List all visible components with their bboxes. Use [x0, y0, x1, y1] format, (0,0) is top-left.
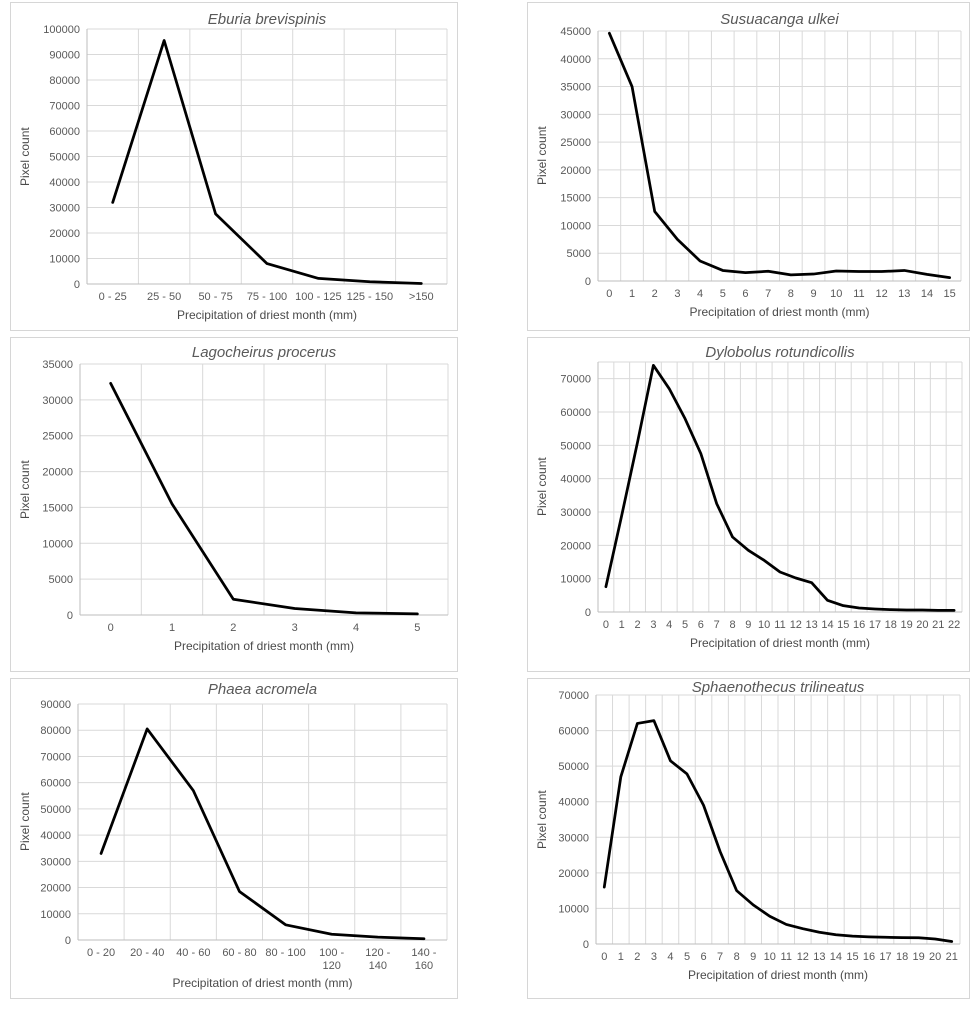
x-tick-label: 15 — [846, 951, 859, 963]
y-tick-label: 50000 — [558, 761, 589, 774]
y-tick-label: 30000 — [42, 394, 73, 407]
chart-title: Susuacanga ulkei — [720, 11, 839, 28]
y-tick-label: 10000 — [40, 908, 71, 921]
y-tick-label: 40000 — [40, 830, 71, 843]
x-tick-label: 9 — [745, 619, 752, 631]
x-tick-label: 0 — [606, 288, 613, 300]
y-tick-label: 50000 — [40, 803, 71, 816]
y-axis-title: Pixel count — [18, 792, 32, 852]
x-tick-label: 5 — [719, 288, 726, 300]
x-tick-label: 50 - 75 — [198, 291, 233, 303]
y-tick-label: 10000 — [42, 538, 73, 551]
line-chart-plot — [11, 338, 457, 671]
x-tick-label: 7 — [713, 619, 720, 631]
y-tick-label: 0 — [582, 939, 589, 951]
x-tick-label: 100 - 125 — [295, 291, 342, 303]
x-tick-label: 4 — [666, 619, 673, 631]
chart-panel-sphaenothecus-trilineatus — [527, 678, 970, 999]
x-axis-title: Precipitation of driest month (mm) — [176, 308, 358, 322]
x-tick-label: 17 — [868, 619, 882, 631]
x-tick-label: 19 — [912, 951, 925, 963]
line-chart-plot — [528, 679, 969, 998]
chart-panel-eburia-brevispinis — [10, 2, 458, 331]
x-tick-label: 15 — [837, 619, 850, 631]
x-tick-label: 100 -120 — [319, 947, 345, 972]
x-tick-label: 4 — [352, 622, 360, 634]
x-tick-label: 17 — [879, 951, 892, 963]
y-tick-label: 60000 — [558, 725, 589, 738]
x-tick-label: 5 — [683, 951, 691, 963]
x-tick-label: 3 — [650, 951, 657, 963]
x-tick-label: 16 — [862, 951, 876, 963]
y-tick-label: 20000 — [560, 540, 591, 553]
y-tick-label: 30000 — [558, 832, 589, 845]
x-tick-label: 120 -140 — [365, 947, 391, 972]
gridlines — [87, 29, 447, 284]
x-axis-title: Precipitation of driest month (mm) — [172, 976, 353, 990]
y-tick-label: 90000 — [49, 49, 80, 62]
x-tick-label: 20 — [916, 619, 929, 631]
y-tick-label: 40000 — [560, 473, 591, 486]
y-tick-label: 70000 — [558, 690, 589, 702]
data-series-line — [606, 365, 954, 610]
x-tick-label: 9 — [810, 288, 817, 300]
x-tick-label: 60 - 80 — [222, 947, 257, 959]
y-tick-label: 30000 — [560, 507, 591, 519]
x-tick-label: 4 — [667, 951, 674, 963]
chart-title: Phaea acromela — [207, 681, 318, 698]
x-axis-title: Precipitation of driest month (mm) — [687, 968, 869, 982]
x-tick-label: 18 — [884, 619, 897, 631]
y-tick-label: 80000 — [49, 75, 80, 87]
y-tick-label: 10000 — [49, 253, 80, 266]
y-axis-title: Pixel count — [535, 457, 549, 517]
y-tick-label: 10000 — [560, 220, 591, 233]
line-chart-plot — [528, 3, 969, 330]
y-tick-label: 90000 — [40, 699, 71, 711]
chart-panel-dylobolus-rotundicollis — [527, 337, 970, 672]
x-tick-label: >150 — [408, 291, 434, 303]
line-chart-plot — [11, 679, 457, 998]
y-tick-label: 45000 — [560, 26, 591, 38]
y-tick-label: 0 — [66, 610, 73, 622]
y-tick-label: 15000 — [42, 502, 73, 515]
x-tick-label: 11 — [774, 619, 786, 631]
chart-panel-lagocheirus-procerus — [10, 337, 458, 672]
x-tick-label: 2 — [230, 622, 237, 634]
y-tick-label: 10000 — [558, 903, 589, 916]
x-tick-label: 80 - 100 — [265, 947, 306, 959]
y-tick-label: 30000 — [40, 856, 71, 869]
x-tick-label: 2 — [651, 288, 658, 300]
y-tick-label: 80000 — [40, 725, 71, 738]
x-tick-label: 21 — [945, 951, 958, 963]
x-tick-label: 7 — [765, 288, 772, 300]
y-tick-label: 10000 — [560, 573, 591, 586]
x-tick-label: 18 — [895, 951, 909, 963]
y-tick-label: 100000 — [43, 24, 80, 36]
y-tick-label: 70000 — [40, 751, 71, 764]
x-tick-label: 0 - 20 — [86, 947, 116, 959]
x-tick-label: 9 — [750, 951, 757, 963]
x-tick-label: 10 — [758, 619, 771, 631]
gridlines — [598, 31, 961, 281]
y-tick-label: 25000 — [42, 430, 73, 443]
x-tick-label: 11 — [780, 951, 792, 963]
x-tick-label: 2 — [634, 619, 641, 631]
y-tick-label: 50000 — [560, 440, 591, 453]
y-tick-label: 20000 — [42, 466, 73, 479]
y-tick-label: 0 — [584, 276, 591, 288]
x-tick-label: 4 — [697, 288, 704, 300]
y-tick-label: 40000 — [49, 177, 80, 189]
y-tick-label: 35000 — [42, 359, 73, 371]
chart-panel-susuacanga-ulkei — [527, 2, 970, 331]
x-tick-label: 6 — [700, 951, 707, 963]
line-chart-plot — [11, 3, 457, 330]
x-tick-label: 10 — [763, 951, 776, 963]
x-tick-label: 25 - 50 — [147, 291, 182, 303]
y-tick-label: 25000 — [560, 137, 591, 150]
y-axis-title: Pixel count — [18, 460, 32, 519]
y-axis-title: Pixel count — [18, 127, 32, 186]
data-series-line — [113, 40, 422, 283]
x-tick-label: 14 — [821, 619, 834, 631]
x-tick-label: 3 — [674, 288, 681, 300]
x-tick-label: 13 — [898, 288, 911, 300]
x-tick-label: 6 — [697, 619, 704, 631]
x-tick-label: 2 — [634, 951, 641, 963]
gridlines — [78, 704, 447, 940]
y-tick-label: 0 — [64, 935, 71, 947]
gridlines — [598, 362, 962, 612]
x-tick-label: 19 — [900, 619, 913, 631]
y-tick-label: 15000 — [560, 192, 591, 205]
x-tick-label: 13 — [813, 951, 826, 963]
y-tick-label: 70000 — [560, 373, 591, 386]
x-tick-label: 0 — [107, 622, 114, 634]
x-axis-title: Precipitation of driest month (mm) — [689, 636, 871, 650]
x-axis-title: Precipitation of driest month (mm) — [689, 305, 870, 319]
y-tick-label: 20000 — [560, 164, 591, 177]
y-tick-label: 20000 — [40, 882, 71, 895]
x-tick-label: 11 — [853, 288, 865, 300]
chart-title: Sphaenothecus trilineatus — [691, 679, 865, 696]
x-tick-label: 75 - 100 — [246, 291, 288, 303]
chart-title: Dylobolus rotundicollis — [705, 344, 855, 361]
gridlines — [596, 695, 960, 944]
x-tick-label: 140 -160 — [411, 947, 437, 972]
y-tick-label: 20000 — [49, 228, 80, 240]
x-tick-label: 1 — [628, 288, 636, 300]
x-tick-label: 12 — [796, 951, 809, 963]
y-tick-label: 50000 — [49, 151, 80, 164]
x-tick-label: 20 — [929, 951, 942, 963]
x-tick-label: 10 — [830, 288, 843, 300]
y-tick-label: 60000 — [40, 777, 71, 790]
y-tick-label: 40000 — [558, 796, 589, 809]
y-tick-label: 30000 — [49, 202, 80, 215]
x-tick-label: 12 — [789, 619, 802, 631]
y-tick-label: 60000 — [560, 407, 591, 419]
x-tick-label: 40 - 60 — [176, 947, 211, 959]
y-tick-label: 0 — [584, 607, 591, 619]
x-axis-title: Precipitation of driest month (mm) — [173, 639, 355, 653]
y-tick-label: 0 — [73, 279, 80, 291]
y-tick-label: 30000 — [560, 109, 591, 122]
y-tick-label: 5000 — [566, 248, 591, 261]
x-tick-label: 20 - 40 — [130, 947, 165, 959]
x-tick-label: 125 - 150 — [346, 291, 394, 303]
x-tick-label: 21 — [932, 619, 945, 631]
y-tick-label: 20000 — [558, 867, 589, 880]
x-tick-label: 1 — [618, 619, 625, 631]
y-tick-label: 60000 — [49, 126, 80, 138]
x-tick-label: 13 — [805, 619, 818, 631]
line-chart-plot — [528, 338, 969, 671]
chart-panel-phaea-acromela — [10, 678, 458, 999]
x-tick-label: 0 - 25 — [98, 291, 127, 303]
gridlines — [80, 364, 448, 615]
y-axis-title: Pixel count — [535, 126, 549, 186]
x-tick-label: 14 — [920, 288, 934, 300]
x-tick-label: 6 — [742, 288, 749, 300]
chart-title: Eburia brevispinis — [207, 11, 327, 28]
x-tick-label: 22 — [947, 619, 961, 631]
x-tick-label: 8 — [729, 619, 736, 631]
x-tick-label: 14 — [829, 951, 843, 963]
y-tick-label: 40000 — [560, 53, 591, 66]
x-tick-label: 1 — [168, 622, 176, 634]
y-tick-label: 35000 — [560, 81, 591, 94]
x-tick-label: 8 — [733, 951, 740, 963]
x-tick-label: 1 — [617, 951, 624, 963]
x-tick-label: 16 — [853, 619, 866, 631]
chart-title: Lagocheirus procerus — [191, 344, 337, 361]
x-tick-label: 12 — [875, 288, 888, 300]
y-tick-label: 70000 — [49, 100, 80, 113]
x-tick-label: 0 — [601, 951, 608, 963]
x-tick-label: 5 — [681, 619, 689, 631]
y-tick-label: 5000 — [48, 574, 73, 587]
x-tick-label: 7 — [717, 951, 724, 963]
x-tick-label: 0 — [602, 619, 609, 631]
x-tick-label: 8 — [787, 288, 794, 300]
x-tick-label: 3 — [291, 622, 298, 634]
x-tick-label: 3 — [650, 619, 657, 631]
y-axis-title: Pixel count — [535, 790, 549, 849]
x-tick-label: 15 — [943, 288, 956, 300]
x-tick-label: 5 — [414, 622, 421, 634]
